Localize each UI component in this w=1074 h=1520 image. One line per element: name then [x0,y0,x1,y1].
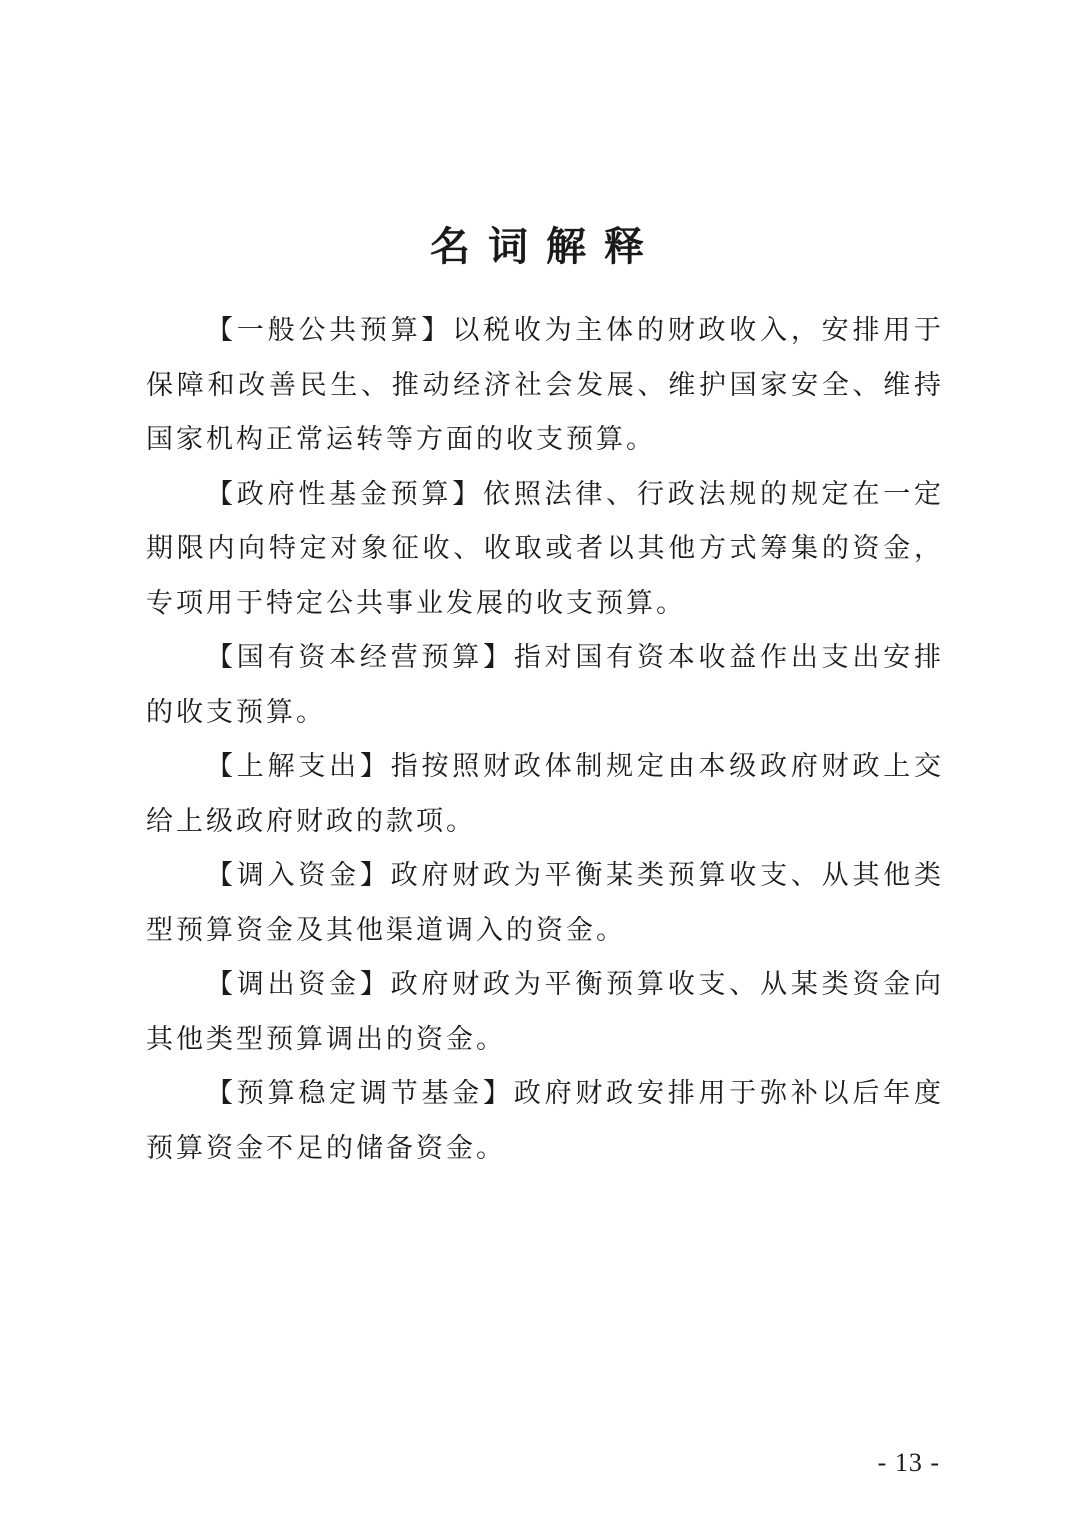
glossary-entry [146,740,944,849]
glossary-entry [146,468,944,632]
glossary-entry [146,849,944,958]
glossary-entry [146,958,944,1067]
glossary-definition: 指按照财政体制规定由本级政府财政上交给上级政府财政的款项。 [146,751,945,837]
glossary-definition: 政府财政安排用于弥补以后年度预算资金不足的储备资金。 [146,1078,945,1164]
page-number: - 13 - [877,1448,940,1477]
glossary-definition: 政府财政为平衡某类预算收支、从其他类型预算资金及其他渠道调入的资金。 [146,860,945,946]
glossary-definition: 政府财政为平衡预算收支、从某类资金向其他类型预算调出的资金。 [146,969,945,1055]
glossary-entry [146,304,944,468]
glossary-term: 【政府性基金预算】 [206,478,484,510]
glossary-term: 【上解支出】 [206,751,391,782]
glossary-definition: 依照法律、行政法规的规定在一定期限内向特定对象征收、收取或者以其他方式筹集的资金，专项用于特定公共事业发展的收支预算。 [146,478,945,619]
glossary-term: 【国有资本经营预算】 [206,642,514,673]
glossary-term: 【预算稳定调节基金】 [206,1078,514,1109]
glossary-term: 【调出资金】 [206,969,391,1000]
page-title: 名词解释 [430,222,662,270]
glossary-body [146,304,944,1176]
glossary-definition: 指对国有资本收益作出支出安排的收支预算。 [146,642,945,728]
glossary-entry [146,631,944,740]
glossary-definition: 以税收为主体的财政收入，安排用于保障和改善民生、推动经济社会发展、维护国家安全、维持国家机构正常运转等方面的收支预算。 [146,315,945,455]
glossary-term: 【一般公共预算】 [206,315,453,346]
glossary-entry [146,1067,944,1176]
glossary-term: 【调入资金】 [206,860,391,891]
